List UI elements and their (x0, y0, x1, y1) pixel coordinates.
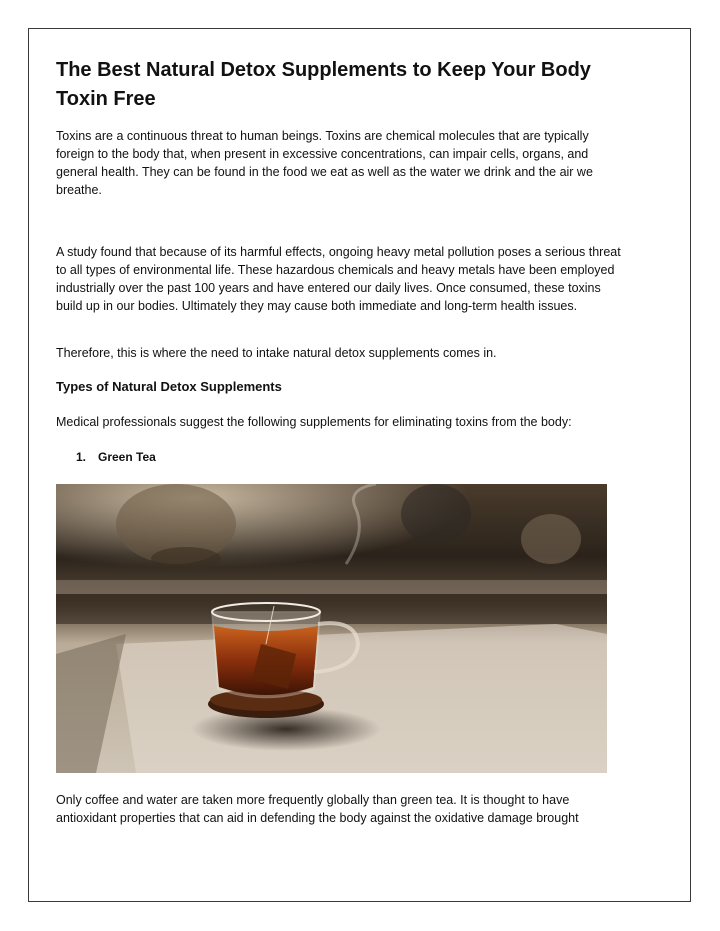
therefore-paragraph: Therefore, this is where the need to intake natural detox supplements comes in. (56, 346, 497, 360)
list-item-label: Green Tea (98, 450, 156, 464)
background-pot-right (521, 514, 581, 564)
list-item-number: 1. (76, 450, 87, 464)
pollution-paragraph: A study found that because of its harmful effects, ongoing heavy metal pollution poses a serious threat to all types of environmental life. These hazardous chemicals and heavy metals have been employed industrially over the past 100 years and have entered our daily lives. Once consumed, these toxins build up in our bodies. Ultimately they may cause both immediate and long-term health issues. (56, 245, 621, 313)
green-tea-paragraph: Only coffee and water are taken more frequently globally than green tea. It is thought to have antioxidant properties that can aid in defending the body against the oxidative damage brought (56, 793, 579, 825)
section-intro: Medical professionals suggest the following supplements for eliminating toxins from the body: (56, 415, 572, 429)
intro-paragraph: Toxins are a continuous threat to human beings. Toxins are chemical molecules that are typically foreign to the body that, when present in excessive concentrations, can impair cells, organs, and general health. They can be found in the food we eat as well as the water we drink and the air we breathe. (56, 129, 593, 197)
supplement-list (76, 449, 156, 465)
sill-shadow (56, 594, 607, 624)
section-heading: Types of Natural Detox Supplements (56, 379, 282, 394)
article-title: The Best Natural Detox Supplements to Keep Your Body Toxin Free (56, 59, 591, 110)
window-sill (56, 580, 607, 594)
list-item (76, 449, 156, 465)
pot-base-left (151, 547, 221, 571)
green-tea-photo (56, 484, 607, 773)
background-pot-center (401, 484, 471, 544)
sunlight-patch (116, 624, 607, 773)
